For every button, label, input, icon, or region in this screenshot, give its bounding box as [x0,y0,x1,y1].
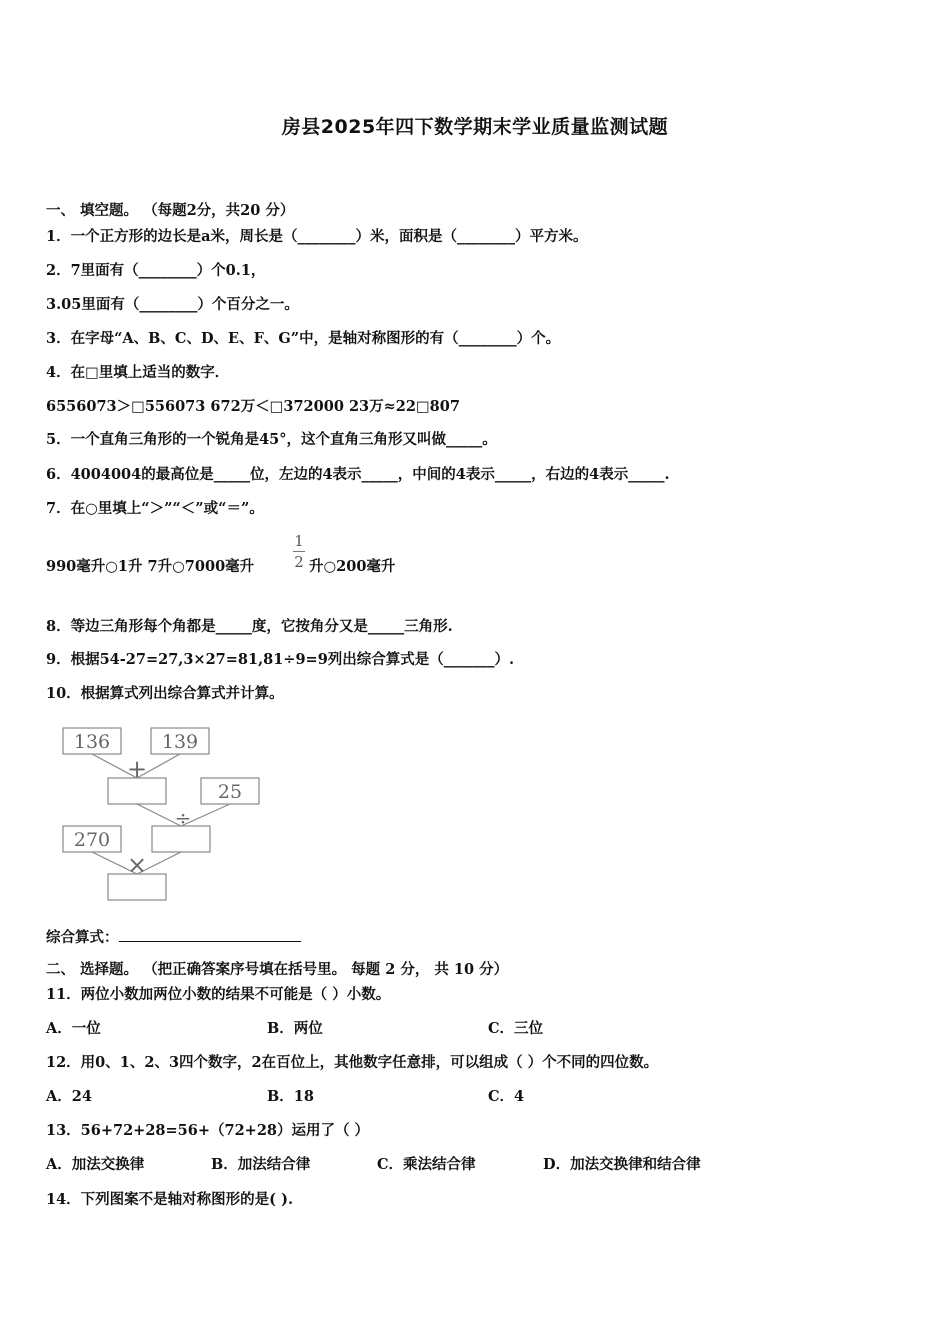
question-7-left: 990毫升○1升 7升○7000毫升 [46,558,255,575]
question-4-blanks: 6556073＞□556073 672万＜□372000 23万≈22□807 [46,398,460,415]
number-270: 270 [73,829,111,851]
question-12: 12．用0、1、2、3四个数字，2在百位上，其他数字任意排，可以组成（ ）个不同的四位数。 [46,1054,659,1071]
question-10: 10．根据算式列出综合算式并计算。 [46,685,284,702]
q13-option-a: A．加法交换律 [46,1156,145,1173]
question-2b: 3.05里面有（________）个百分之一。 [46,296,299,313]
half-fraction [291,532,307,571]
section2-header: 二、 选择题。 （把正确答案序号填在括号里。 每题 2 分， 共 10 分） [46,961,509,978]
question-1: 1．一个正方形的边长是a米，周长是（________）米，面积是（________）平方米。 [46,228,588,245]
multiply-operator: × [126,851,148,879]
question-13: 13．56+72+28=56+（72+28）运用了（ ） [46,1122,370,1139]
fraction-numerator: 1 [294,532,304,550]
q11-option-a: A．一位 [46,1020,101,1037]
question-11: 11．两位小数加两位小数的结果不可能是（ ）小数。 [46,986,391,1003]
q10-answer-line [46,927,301,948]
q13-option-d: D．加法交换律和结合律 [543,1156,701,1173]
question-7-right: 升○200毫升 [309,558,396,575]
number-136: 136 [73,731,111,753]
answer-blank [119,927,301,942]
plus-operator: + [126,755,148,783]
question-2a: 2．7里面有（________）个0.1， [46,262,266,279]
question-5: 5．一个直角三角形的一个锐角是45°，这个直角三角形又叫做_____。 [46,431,497,448]
number-25: 25 [217,781,243,803]
page-title: 房县2025年四下数学期末学业质量监测试题 [281,116,669,138]
question-7: 7．在○里填上“＞”“＜”或“＝”。 [46,500,264,517]
fraction-denominator: 2 [294,553,304,571]
question-6: 6．4004004的最高位是_____位，左边的4表示_____，中间的4表示_____，右边的4表示_____. [46,466,670,483]
q12-option-b: B．18 [267,1088,314,1105]
section1-header: 一、 填空题。 （每题2分，共20 分） [46,202,295,219]
q13-option-b: B．加法结合律 [211,1156,311,1173]
question-4: 4．在□里填上适当的数字． [46,364,230,381]
q10-answer-label: 综合算式： [46,929,119,946]
q13-option-c: C．乘法结合律 [377,1156,476,1173]
divide-operator: ÷ [174,806,192,830]
number-139: 139 [161,731,199,753]
q12-option-a: A．24 [46,1088,92,1105]
question-3: 3．在字母“A、B、C、D、E、F、G”中，是轴对称图形的有（________）个。 [46,330,561,347]
question-8: 8．等边三角形每个角都是_____度，它按角分又是_____三角形. [46,618,453,635]
q11-option-c: C．三位 [488,1020,544,1037]
q12-option-c: C．4 [488,1088,525,1105]
question-9: 9．根据54-27=27,3×27=81,81÷9=9列出综合算式是（_______）. [46,651,515,668]
calculation-tree-diagram [58,722,278,907]
question-14: 14．下列图案不是轴对称图形的是( ). [46,1191,293,1208]
q11-option-b: B．两位 [267,1020,323,1037]
